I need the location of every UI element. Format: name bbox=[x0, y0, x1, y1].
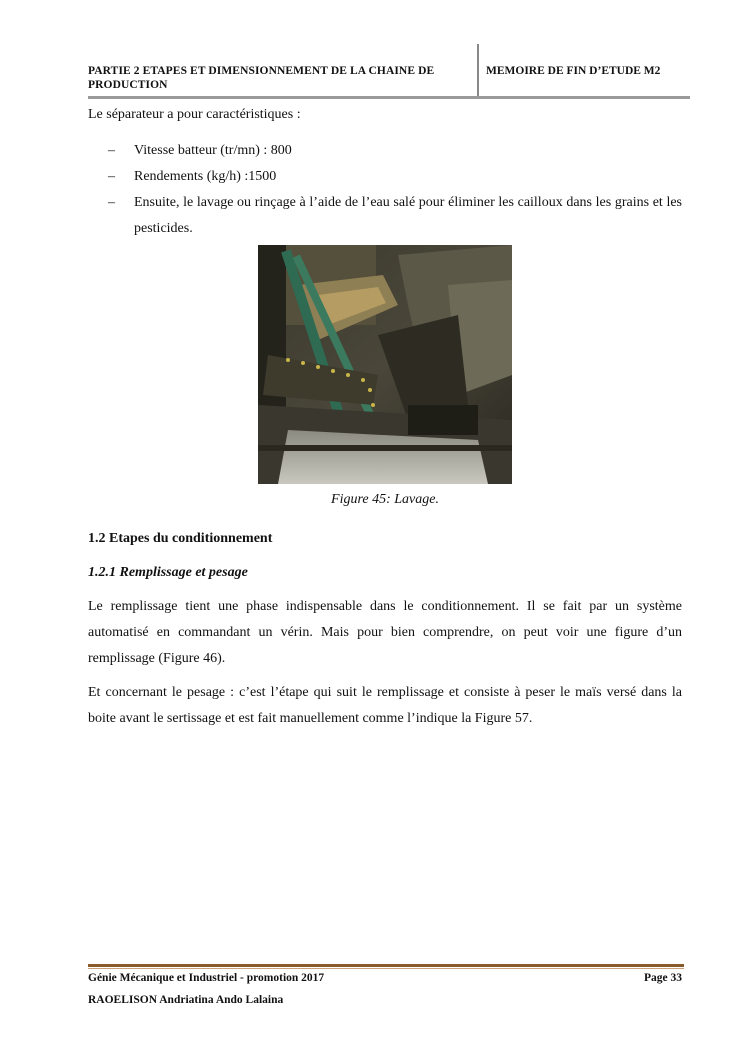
characteristics-list bbox=[88, 138, 682, 242]
intro-text: Le séparateur a pour caractéristiques : bbox=[88, 107, 301, 122]
body-text bbox=[88, 594, 682, 740]
list-item: – Ensuite, le lavage ou rinçage à l’aide de l’eau salé pour éliminer les cailloux dans les grains et les pesticides. bbox=[88, 190, 682, 242]
subsection-heading: 1.2.1 Remplissage et pesage bbox=[88, 565, 248, 580]
paragraph: Et concernant le pesage : c’est l’étape qui suit le remplissage et consiste à peser le maïs versé dans la boite avant le sertissage et est fait manuellement comme l’indique la Figure 57. bbox=[88, 685, 682, 726]
washing-machine-photo bbox=[258, 245, 512, 484]
dash-bullet: – bbox=[108, 143, 115, 158]
paragraph: Le remplissage tient une phase indispensable dans le conditionnement. Il se fait par un système automatisé en commandant un vérin. Mais pour bien comprendre, on peut voir une figure d’un remplissage (Figure 46). bbox=[88, 599, 682, 666]
figure-caption: Figure 45: Lavage. bbox=[331, 492, 439, 507]
header-chapter-title: PARTIE 2 ETAPES ET DIMENSIONNEMENT DE LA CHAINE DE PRODUCTION bbox=[88, 65, 435, 91]
footer-department: Génie Mécanique et Industriel - promotion 2017 bbox=[88, 972, 325, 984]
header-rule bbox=[88, 96, 690, 99]
footer-rule-thin bbox=[88, 968, 684, 969]
page-number: Page 33 bbox=[643, 972, 682, 984]
footer-rule bbox=[88, 964, 684, 967]
header-document-title: MEMOIRE DE FIN D’ETUDE M2 bbox=[486, 65, 661, 77]
footer-author: RAOELISON Andriatina Ando Lalaina bbox=[88, 994, 284, 1006]
dash-bullet: – bbox=[108, 169, 115, 184]
list-item: – Vitesse batteur (tr/mn) : 800 bbox=[88, 138, 682, 164]
dash-bullet: – bbox=[108, 195, 115, 210]
page-header bbox=[88, 44, 690, 98]
main-content bbox=[88, 102, 682, 242]
list-item: – Rendements (kg/h) :1500 bbox=[88, 164, 682, 190]
header-separator bbox=[477, 44, 479, 98]
section-heading: 1.2 Etapes du conditionnement bbox=[88, 531, 273, 546]
